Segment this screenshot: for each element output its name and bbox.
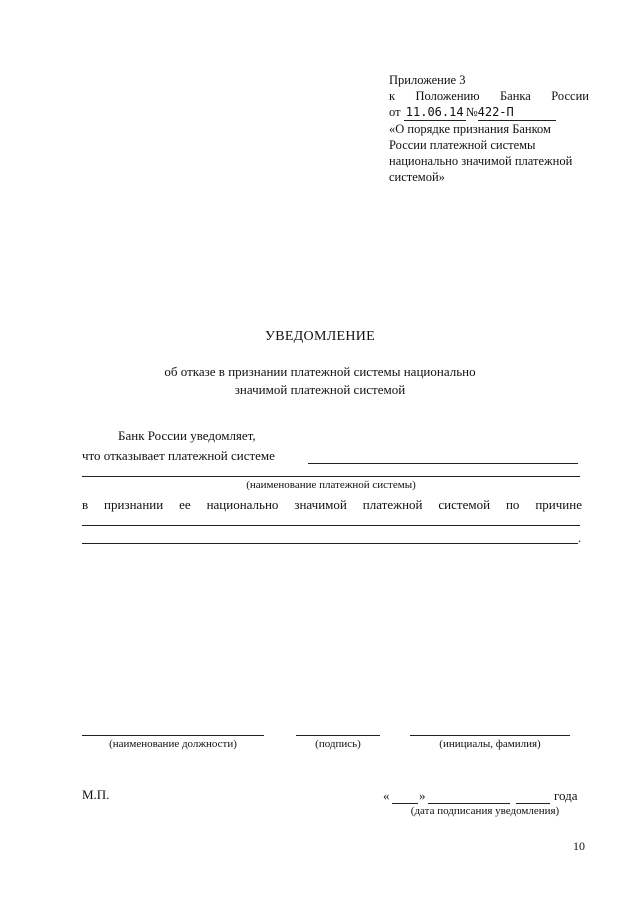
body-word: платежной — [362, 497, 423, 512]
body-word: причине — [535, 497, 582, 512]
date-close-quote: » — [419, 788, 426, 803]
date-open-quote: « — [383, 788, 390, 803]
page-number: 10 — [573, 839, 585, 853]
body-word: по — [505, 497, 520, 512]
appendix-word: Положению — [415, 89, 480, 103]
date-day-field[interactable] — [392, 803, 418, 804]
subtitle-line-1: об отказе в признании платежной системы национально — [164, 364, 476, 379]
position-field[interactable] — [82, 735, 264, 736]
appendix-line-1: Приложение 3 — [389, 73, 466, 87]
body-word: признании — [104, 497, 164, 512]
body-word: значимой — [294, 497, 347, 512]
date-caption: (дата подписания уведомления) — [410, 805, 560, 817]
appendix-number: 422-П — [478, 104, 556, 121]
body-line-2: что отказывает платежной системе — [82, 448, 275, 463]
appendix-line-2 — [389, 88, 589, 104]
appendix-word: к — [389, 89, 396, 103]
payment-system-field[interactable] — [308, 463, 578, 464]
appendix-date-prefix: от — [389, 105, 401, 119]
payment-system-caption: (наименование платежной системы) — [246, 479, 416, 491]
appendix-line-4: «О порядке признания Банком — [389, 122, 551, 136]
body-word: в — [82, 497, 89, 512]
date-month-field[interactable] — [428, 803, 510, 804]
body-word: ее — [179, 497, 191, 512]
reason-end-period: . — [578, 530, 582, 545]
reason-field-line-2[interactable] — [82, 543, 578, 544]
appendix-line-3 — [389, 104, 589, 121]
appendix-line-6: национально значимой платежной — [389, 154, 573, 168]
document-title: УВЕДОМЛЕНИЕ — [264, 329, 376, 344]
date-year-field[interactable] — [516, 803, 550, 804]
body-word: национально — [206, 497, 279, 512]
appendix-line-7: системой» — [389, 170, 445, 184]
subtitle-line-2: значимой платежной системой — [234, 382, 406, 397]
appendix-number-sign: № — [465, 105, 478, 119]
signature-caption: (подпись) — [315, 738, 361, 750]
appendix-block — [389, 72, 589, 185]
appendix-word: Банка — [499, 89, 531, 103]
body-line-1: Банк России уведомляет, — [118, 428, 256, 443]
signature-field[interactable] — [296, 735, 380, 736]
name-caption: (инициалы, фамилия) — [439, 738, 541, 750]
appendix-word: России — [551, 89, 589, 103]
appendix-line-5: России платежной системы — [389, 138, 536, 152]
stamp-label: М.П. — [82, 787, 110, 802]
name-field[interactable] — [410, 735, 570, 736]
body-line-3 — [82, 497, 582, 513]
appendix-date: 11.06.14 — [404, 104, 466, 121]
date-year-word: года — [554, 788, 578, 803]
body-word: системой — [438, 497, 491, 512]
reason-field-line-1[interactable] — [82, 525, 580, 526]
position-caption: (наименование должности) — [109, 738, 237, 750]
payment-system-field-line-2[interactable] — [82, 476, 580, 477]
